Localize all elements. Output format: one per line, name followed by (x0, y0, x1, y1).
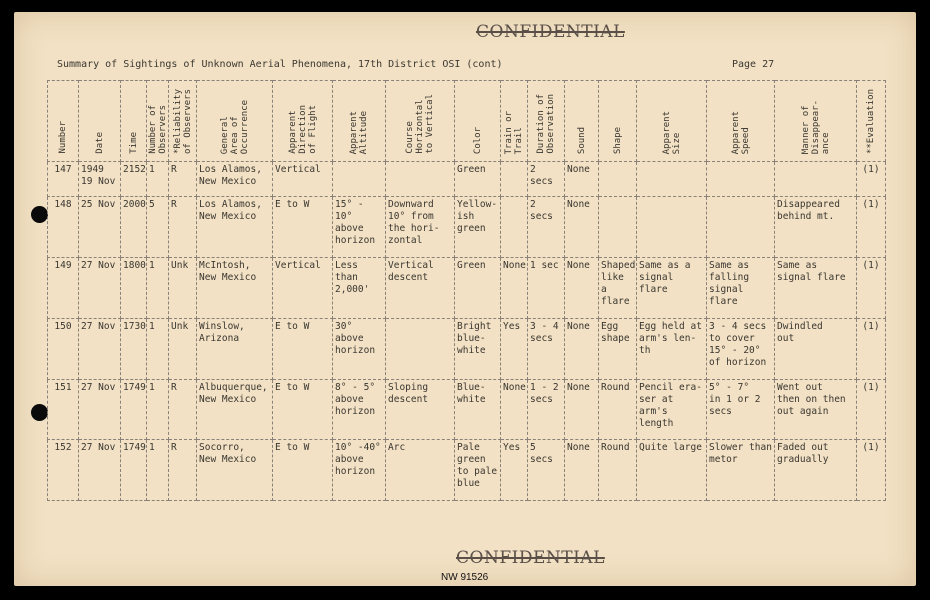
table-cell: Yes (501, 318, 528, 379)
page-number: Page 27 (732, 59, 775, 70)
table-cell: 5 secs (528, 440, 565, 501)
table-cell (599, 197, 637, 258)
column-header-label: Sound (576, 126, 587, 154)
table-cell: None (501, 379, 528, 440)
table-cell: 1749 (121, 379, 147, 440)
table-cell: (1) (857, 258, 886, 319)
column-header (599, 81, 637, 162)
table-cell (637, 162, 707, 197)
table-cell: 2 secs (528, 197, 565, 258)
table-cell: 3 - 4 secs (528, 318, 565, 379)
table-cell: R (169, 162, 197, 197)
table-cell: 5 (147, 197, 169, 258)
table-cell: Slower than metor (707, 440, 775, 501)
column-header (528, 81, 565, 162)
table-cell: Pale green to pale blue (455, 440, 501, 501)
table-cell: Socorro, New Mexico (197, 440, 273, 501)
table-cell: Egg shape (599, 318, 637, 379)
column-header (273, 81, 333, 162)
table-cell (707, 197, 775, 258)
column-header-label: Duration of Observation (536, 94, 556, 154)
column-header-label: Train or Trail (504, 110, 524, 154)
table-cell: (1) (857, 197, 886, 258)
table-cell: Green (455, 162, 501, 197)
table-cell: R (169, 197, 197, 258)
archive-id: NW 91526 (441, 572, 489, 583)
table-cell: Albuquerque, New Mexico (197, 379, 273, 440)
table-cell: 1 (147, 379, 169, 440)
confidential-stamp-bottom: CONFIDENTIAL (456, 548, 605, 568)
table-cell: Sloping descent (386, 379, 455, 440)
table-cell: 1 sec (528, 258, 565, 319)
table-cell: R (169, 379, 197, 440)
table-cell: None (565, 162, 599, 197)
column-header-label: Manner of Disappear- ance (800, 99, 831, 154)
column-header (169, 81, 197, 162)
table-cell: (1) (857, 318, 886, 379)
table-cell (707, 162, 775, 197)
table-cell: None (565, 379, 599, 440)
column-header-label: Apparent Altitude (349, 110, 369, 154)
table-cell (637, 197, 707, 258)
table-cell: Shaped like a flare (599, 258, 637, 319)
table-cell: 152 (48, 440, 79, 501)
table-cell: Yellow- ish green (455, 197, 501, 258)
column-header (455, 81, 501, 162)
column-header-label: Number of Observers (148, 105, 168, 154)
table-cell: 1 (147, 318, 169, 379)
table-cell: 27 Nov (79, 379, 121, 440)
table-cell: Downward 10° from the hori- zontal (386, 197, 455, 258)
column-header (501, 81, 528, 162)
table-cell: R (169, 440, 197, 501)
table-cell: 1730 (121, 318, 147, 379)
table-cell: 5° - 7° in 1 or 2 secs (707, 379, 775, 440)
table-cell: (1) (857, 440, 886, 501)
table-cell: Unk (169, 258, 197, 319)
table-cell: None (565, 318, 599, 379)
table-row (48, 197, 886, 258)
table-cell: Bright blue- white (455, 318, 501, 379)
column-header (48, 81, 79, 162)
table-cell: Vertical (273, 258, 333, 319)
table-cell (386, 318, 455, 379)
table-cell: Los Alamos, New Mexico (197, 197, 273, 258)
column-header (857, 81, 886, 162)
table-cell: Yes (501, 440, 528, 501)
table-cell: Same as a signal flare (637, 258, 707, 319)
table-cell: 149 (48, 258, 79, 319)
table-cell: Faded out gradually (775, 440, 857, 501)
table-cell: E to W (273, 440, 333, 501)
column-header-label: Course Horizontal to Vertical (405, 94, 435, 154)
table-cell: Green (455, 258, 501, 319)
table-cell: 2 secs (528, 162, 565, 197)
table-cell: 148 (48, 197, 79, 258)
table-cell: 8° - 5° above horizon (333, 379, 386, 440)
table-cell: 1800 (121, 258, 147, 319)
table-cell: 15° - 10° above horizon (333, 197, 386, 258)
column-header-label: *Reliability of Observers (172, 88, 193, 154)
table-cell: 2000 (121, 197, 147, 258)
table-cell: (1) (857, 379, 886, 440)
table-cell: 1 (147, 258, 169, 319)
column-header-label: General Area of Occurrence (219, 99, 250, 154)
table-cell (501, 162, 528, 197)
table-cell: Same as falling signal flare (707, 258, 775, 319)
table-cell: Winslow, Arizona (197, 318, 273, 379)
table-cell: Went out then on then out again (775, 379, 857, 440)
table-cell: None (565, 197, 599, 258)
column-header (707, 81, 775, 162)
table-row (48, 379, 886, 440)
table-cell: 27 Nov (79, 258, 121, 319)
table-cell: Vertical (273, 162, 333, 197)
column-header-label: Shape (612, 126, 623, 154)
table-cell: 150 (48, 318, 79, 379)
column-header (775, 81, 857, 162)
column-header-label: Apparent Direction of Flight (287, 105, 318, 154)
table-cell: 3 - 4 secs to cover 15° - 20° of horizon (707, 318, 775, 379)
table-cell (501, 197, 528, 258)
table-cell: 10° -40° above horizon (333, 440, 386, 501)
table-cell: E to W (273, 318, 333, 379)
punch-hole (31, 404, 48, 421)
table-cell: None (501, 258, 528, 319)
table-cell: Less than 2,000' (333, 258, 386, 319)
table-cell: 1 - 2 secs (528, 379, 565, 440)
table-cell: Arc (386, 440, 455, 501)
table-cell: Unk (169, 318, 197, 379)
table-cell: (1) (857, 162, 886, 197)
table-cell: Egg held at arm's len- th (637, 318, 707, 379)
table-cell: 1949 19 Nov (79, 162, 121, 197)
table-cell: 27 Nov (79, 440, 121, 501)
table-cell (386, 162, 455, 197)
table-cell (599, 162, 637, 197)
table-cell: Round (599, 379, 637, 440)
column-header-label: Color (472, 126, 483, 154)
document-title: Summary of Sightings of Unknown Aerial Phenomena, 17th District OSI (cont) (57, 59, 503, 70)
column-header-label: **Evaluation (866, 88, 876, 154)
table-cell: 2152 (121, 162, 147, 197)
table-cell: 147 (48, 162, 79, 197)
column-header-label: Time (128, 132, 139, 154)
table-row (48, 440, 886, 501)
sightings-table (47, 80, 886, 501)
table-cell: 25 Nov (79, 197, 121, 258)
table-row (48, 318, 886, 379)
column-header (637, 81, 707, 162)
table-cell: Vertical descent (386, 258, 455, 319)
column-header (565, 81, 599, 162)
column-header (121, 81, 147, 162)
column-header (79, 81, 121, 162)
table-cell: Disappeared behind mt. (775, 197, 857, 258)
column-header (386, 81, 455, 162)
column-header (197, 81, 273, 162)
table-cell: 30° above horizon (333, 318, 386, 379)
column-header-label: Apparent Size (661, 110, 682, 154)
table-cell: Pencil era- ser at arm's length (637, 379, 707, 440)
table-cell: Quite large (637, 440, 707, 501)
column-header (147, 81, 169, 162)
table-cell: Same as signal flare (775, 258, 857, 319)
table-cell (775, 162, 857, 197)
table-header-row (48, 81, 886, 162)
table-cell: Round (599, 440, 637, 501)
table-cell: 1 (147, 162, 169, 197)
column-header-label: Apparent Speed (730, 110, 751, 154)
table-cell: None (565, 258, 599, 319)
table-cell: 151 (48, 379, 79, 440)
table-cell: Los Alamos, New Mexico (197, 162, 273, 197)
punch-hole (31, 206, 48, 223)
column-header-label: Number (58, 121, 68, 154)
table-row (48, 162, 886, 197)
table-cell: 27 Nov (79, 318, 121, 379)
table-cell (333, 162, 386, 197)
table-cell: E to W (273, 379, 333, 440)
column-header (333, 81, 386, 162)
table-cell: Blue- white (455, 379, 501, 440)
table-cell: E to W (273, 197, 333, 258)
table-cell: McIntosh, New Mexico (197, 258, 273, 319)
table-cell: None (565, 440, 599, 501)
column-header-label: Date (94, 132, 105, 154)
table-cell: 1749 (121, 440, 147, 501)
table-cell: 1 (147, 440, 169, 501)
table-cell: Dwindled out (775, 318, 857, 379)
confidential-stamp-top: CONFIDENTIAL (476, 22, 625, 42)
table-row (48, 258, 886, 319)
